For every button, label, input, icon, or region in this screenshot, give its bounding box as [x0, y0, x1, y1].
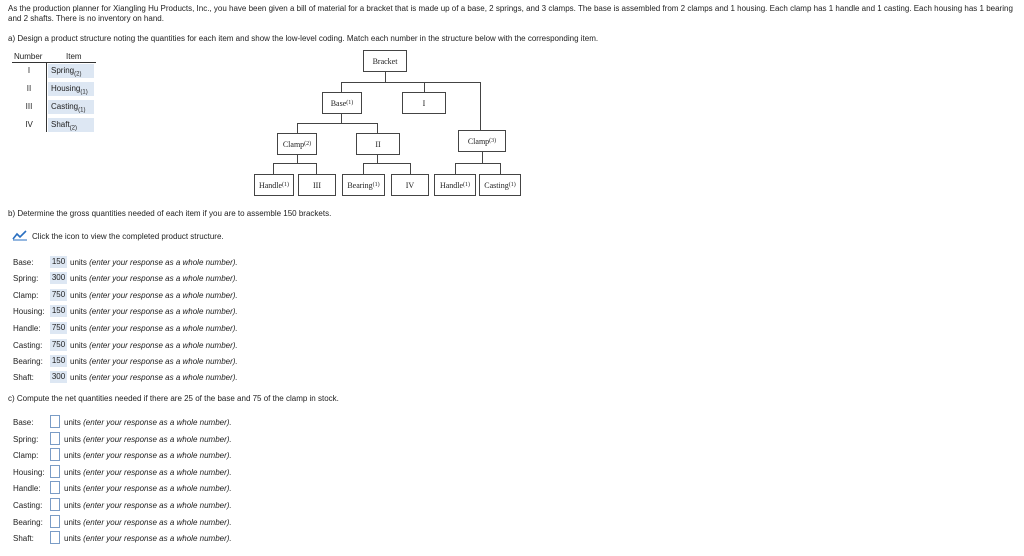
row-label: Shaft: [13, 373, 34, 382]
connector [363, 163, 411, 164]
input-suffix: units (enter your response as a whole number). [64, 435, 232, 444]
row-item: Shaft$_{(2)}$ [48, 118, 94, 132]
connector [297, 123, 378, 124]
input-suffix: units (enter your response as a whole number). [64, 484, 232, 493]
row-label: Housing: [13, 468, 45, 477]
view-structure-link[interactable] [12, 229, 224, 243]
net-clamp-input[interactable] [50, 448, 60, 461]
row-label: Handle: [13, 324, 41, 333]
answer-suffix: units (enter your response as a whole number). [70, 258, 238, 267]
connector [341, 82, 425, 83]
connector [410, 163, 411, 174]
row-label: Base: [13, 258, 34, 267]
net-handle-input[interactable] [50, 481, 60, 494]
connector [316, 163, 317, 174]
row-label: Clamp: [13, 291, 39, 300]
net-housing-input[interactable] [50, 465, 60, 478]
input-suffix: units (enter your response as a whole number). [64, 501, 232, 510]
table-column-rule [46, 62, 47, 132]
connector [341, 114, 342, 123]
row-label: Housing: [13, 307, 45, 316]
net-casting-input[interactable] [50, 498, 60, 511]
row-number: IV [25, 120, 33, 129]
answer-value: 750 [51, 340, 66, 349]
connector [385, 72, 386, 82]
row-label: Casting: [13, 341, 43, 350]
answer-value: 150 [51, 356, 66, 365]
row-label: Spring: [13, 435, 39, 444]
answer-suffix: units (enter your response as a whole number). [70, 307, 238, 316]
node-base: Base (1) [322, 92, 362, 114]
answer-suffix: units (enter your response as a whole number). [70, 357, 238, 366]
node-handle-right: Handle (1) [434, 174, 476, 196]
net-bearing-input[interactable] [50, 515, 60, 528]
net-spring-input[interactable] [50, 432, 60, 445]
connector [377, 155, 378, 163]
node-handle-left: Handle (1) [254, 174, 294, 196]
connector [273, 163, 274, 174]
node-i: I [402, 92, 446, 114]
row-label: Bearing: [13, 518, 43, 527]
answer-value: 150 [51, 306, 66, 315]
header-item: Item [66, 52, 82, 61]
connector [482, 152, 483, 163]
node-casting: Casting (1) [479, 174, 521, 196]
connector [377, 123, 378, 133]
part-c-prompt: c) Compute the net quantities needed if there are 25 of the base and 75 of the clamp in stock. [8, 394, 339, 403]
node-iii: III [298, 174, 336, 196]
answer-suffix: units (enter your response as a whole number). [70, 324, 238, 333]
answer-suffix: units (enter your response as a whole number). [70, 373, 238, 382]
answer-value: 300 [51, 273, 66, 282]
answer-value: 150 [51, 257, 66, 266]
node-ii: II [356, 133, 400, 155]
node-clamp-left: Clamp (2) [277, 133, 317, 155]
part-a-prompt: a) Design a product structure noting the quantities for each item and show the low-level coding. Match each number in the structure below with the corresponding item. [8, 34, 599, 43]
answer-value: 750 [51, 290, 66, 299]
answer-value: 750 [51, 323, 66, 332]
input-suffix: units (enter your response as a whole number). [64, 418, 232, 427]
header-number: Number [14, 52, 43, 61]
row-number: III [25, 102, 33, 111]
answer-suffix: units (enter your response as a whole number). [70, 274, 238, 283]
row-number: I [27, 66, 31, 75]
node-iv: IV [391, 174, 429, 196]
connector [455, 163, 501, 164]
row-label: Spring: [13, 274, 39, 283]
row-item: Spring$_{(2)}$ [48, 64, 94, 78]
connector [424, 82, 425, 92]
row-label: Shaft: [13, 534, 34, 543]
connector [480, 82, 481, 130]
row-number: II [26, 84, 32, 93]
row-label: Bearing: [13, 357, 43, 366]
connector [363, 163, 364, 174]
row-label: Casting: [13, 501, 43, 510]
row-label: Clamp: [13, 451, 39, 460]
connector [424, 82, 481, 83]
node-clamp-right: Clamp (3) [458, 130, 506, 152]
chart-icon[interactable] [12, 229, 28, 243]
row-label: Handle: [13, 484, 41, 493]
row-label: Base: [13, 418, 34, 427]
answer-suffix: units (enter your response as a whole number). [70, 341, 238, 350]
input-suffix: units (enter your response as a whole number). [64, 518, 232, 527]
net-shaft-input[interactable] [50, 531, 60, 544]
table-rule [12, 62, 96, 63]
part-b-prompt: b) Determine the gross quantities needed of each item if you are to assemble 150 brackets. [8, 209, 332, 218]
number-item-table [12, 52, 96, 134]
connector [341, 82, 342, 92]
node-bearing: Bearing (1) [342, 174, 385, 196]
connector [297, 123, 298, 133]
connector [297, 155, 298, 163]
answer-value: 300 [51, 372, 66, 381]
connector [500, 163, 501, 174]
row-item: Housing$_{(1)}$ [48, 82, 94, 96]
view-structure-text: Click the icon to view the completed product structure. [32, 231, 224, 241]
problem-intro: As the production planner for Xiangling Hu Products, Inc., you have been given a bill of material for a bracket that is made up of a base, 2 springs, and 3 clamps. The base is assembled from 2 clamps and 1 housing. Each clamp has 1 handle and 1 casting. Each housing has 1 bearing and 2 shafts. There is no inventory on hand. [8, 4, 1013, 23]
connector [455, 163, 456, 174]
connector [273, 163, 317, 164]
input-suffix: units (enter your response as a whole number). [64, 468, 232, 477]
node-bracket: Bracket [363, 50, 407, 72]
input-suffix: units (enter your response as a whole number). [64, 451, 232, 460]
input-suffix: units (enter your response as a whole number). [64, 534, 232, 543]
net-base-input[interactable] [50, 415, 60, 428]
row-item: Casting$_{(1)}$ [48, 100, 94, 114]
answer-suffix: units (enter your response as a whole number). [70, 291, 238, 300]
